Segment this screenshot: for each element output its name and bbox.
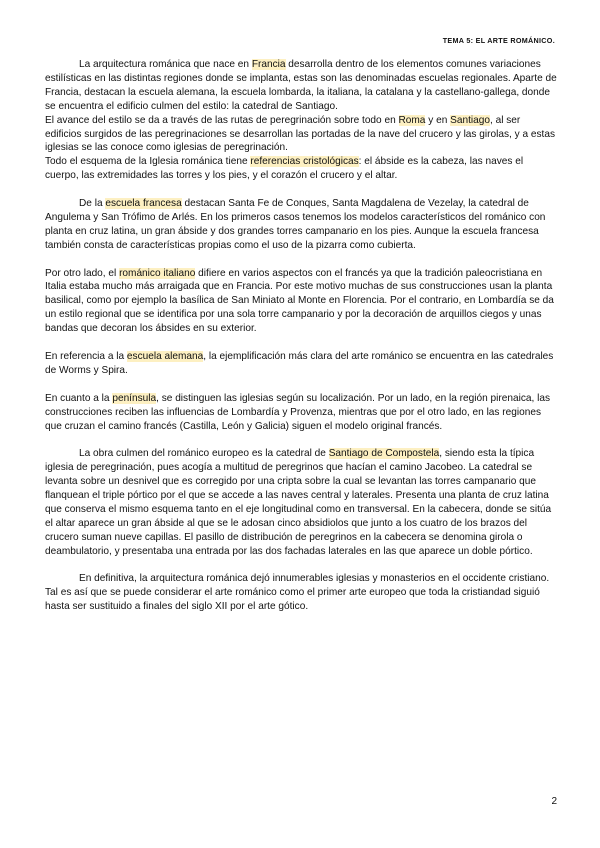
highlight-peninsula: península	[112, 392, 157, 404]
text: En definitiva, la arquitectura románica dejó innumerables iglesias y monasterios en el occidente cristiano. Tal es así que se puede considerar el arte románico como el primer arte europeo que toda la cristiandad siguió hasta ser sustituido a finales del siglo XII por el arte gótico.	[45, 573, 550, 613]
paragraph-routes	[45, 114, 557, 156]
text: De la	[79, 198, 106, 210]
highlight-romanico-italiano: románico italiano	[119, 267, 196, 279]
highlight-escuela-alemana: escuela alemana	[126, 350, 204, 362]
text: destacan Santa Fe de Conques, Santa Magdalena de Vezelay, la catedral de Angulema y San Trófimo de Arlés. En los primeros casos tenemos los modelos característicos del románico con planta en cruz latina, un gran ábside y dos grandes torres campanario en los pies. Aunque la escuela francesa también consta de características propias como el uso de la pizarra como cubierta.	[45, 198, 546, 251]
page-header: TEMA 5: EL ARTE ROMÁNICO.	[442, 36, 555, 45]
paragraph-scheme	[45, 155, 557, 183]
highlight-roma: Roma	[398, 114, 426, 126]
paragraph-santiago	[45, 447, 557, 558]
text: Por otro lado, el	[45, 267, 120, 279]
text: , se distinguen las iglesias según su localización. Por un lado, en la región pirenaica, las construcciones reciben las influencias de Lombardía y Provenza, mientras que por el otro lado, en las regiones que cruzan el camino francés (Castilla, León y Galicia) siguen el modelo original francés.	[45, 392, 551, 432]
highlight-francia: Francia	[251, 59, 286, 70]
text: , al ser edificios surgidos de las peregrinaciones se desarrollan las portadas de la nave del crucero y las girolas, y a estas iglesias se las conoce como iglesias de peregrinación.	[45, 114, 556, 154]
paragraph-french-school	[45, 197, 557, 253]
text: y en	[425, 114, 451, 126]
paragraph-italian	[45, 267, 557, 337]
text: : el ábside es la cabeza, las naves el cuerpo, las extremidades las torres y los pies, y el corazón el crucero y el altar.	[45, 156, 524, 182]
page-number: 2	[551, 796, 557, 807]
text: La obra culmen del románico europeo es la catedral de	[79, 448, 329, 460]
text: En referencia a la	[45, 350, 127, 362]
text: Todo el esquema de la Iglesia románica tiene	[45, 156, 251, 168]
highlight-santiago: Santiago	[450, 114, 490, 126]
highlight-santiago-de-compostela: Santiago de Compostela	[328, 448, 440, 460]
highlight-referencias: referencias cristológicas	[250, 156, 359, 168]
text: , siendo esta la típica iglesia de peregrinación, pues acogía a multitud de peregrinos que hacían el camino Jacobeo. La catedral se levanta sobre un desnivel que es corregido por una cripta sobre la cual se levantan las torres campanario que flanquean el triple pórtico por el que se accede a las naves central y laterales. Presenta una planta de cruz latina que conserva el mismo esquema tanto en el eje longitudinal como en transversal. En la cabecera, donde se sitúa el altar aparece un gran ábside al que se le adosan cinco absidiolos que junto a los cuatro de los brazos del crucero suman nueve capillas. El pasillo de distribución de peregrinos en la cabecera se denomina girola o deambulatorio, y presentaba una entrada por las dos fachadas laterales en las que aparece un doble pórtico.	[45, 448, 552, 557]
paragraph-conclusion	[45, 572, 557, 614]
text: desarrolla dentro de los elementos comunes variaciones estilísticas en las distintas regiones donde se implanta, estas son las denominadas escuelas regionales. Aparte de Francia, destacan la escuela alemana, la escuela lombarda, la italiana, la catalana y la castellano-gallega, donde se encuentra el edificio culmen del estilo: la catedral de Santiago.	[45, 59, 557, 112]
highlight-escuela-francesa: escuela francesa	[105, 198, 182, 210]
text: En cuanto a la	[45, 392, 113, 404]
text: La arquitectura románica que nace en	[79, 59, 252, 70]
paragraph-peninsula	[45, 392, 557, 434]
text: difiere en varios aspectos con el francés ya que la tradición paleocristiana en Italia estaba mucho más arraigada que en Francia. Por este motivo muchas de sus construcciones usan la planta basilical, como por ejemplo la basílica de San Miniato al Monte en Florencia. Por el contrario, en Lombardía se da un estilo regional que se identifica por una sola torre campanario y por la decoración de arquillos ciegos y unas bandas que decoran los ábsides en su exterior.	[45, 267, 554, 335]
text: , la ejemplificación más clara del arte románico se encuentra en las catedrales de Worms y Spira.	[45, 350, 554, 376]
text: El avance del estilo se da a través de las rutas de peregrinación sobre todo en	[45, 114, 399, 126]
paragraph-intro	[45, 58, 557, 114]
document-body	[45, 58, 557, 614]
paragraph-german	[45, 350, 557, 378]
